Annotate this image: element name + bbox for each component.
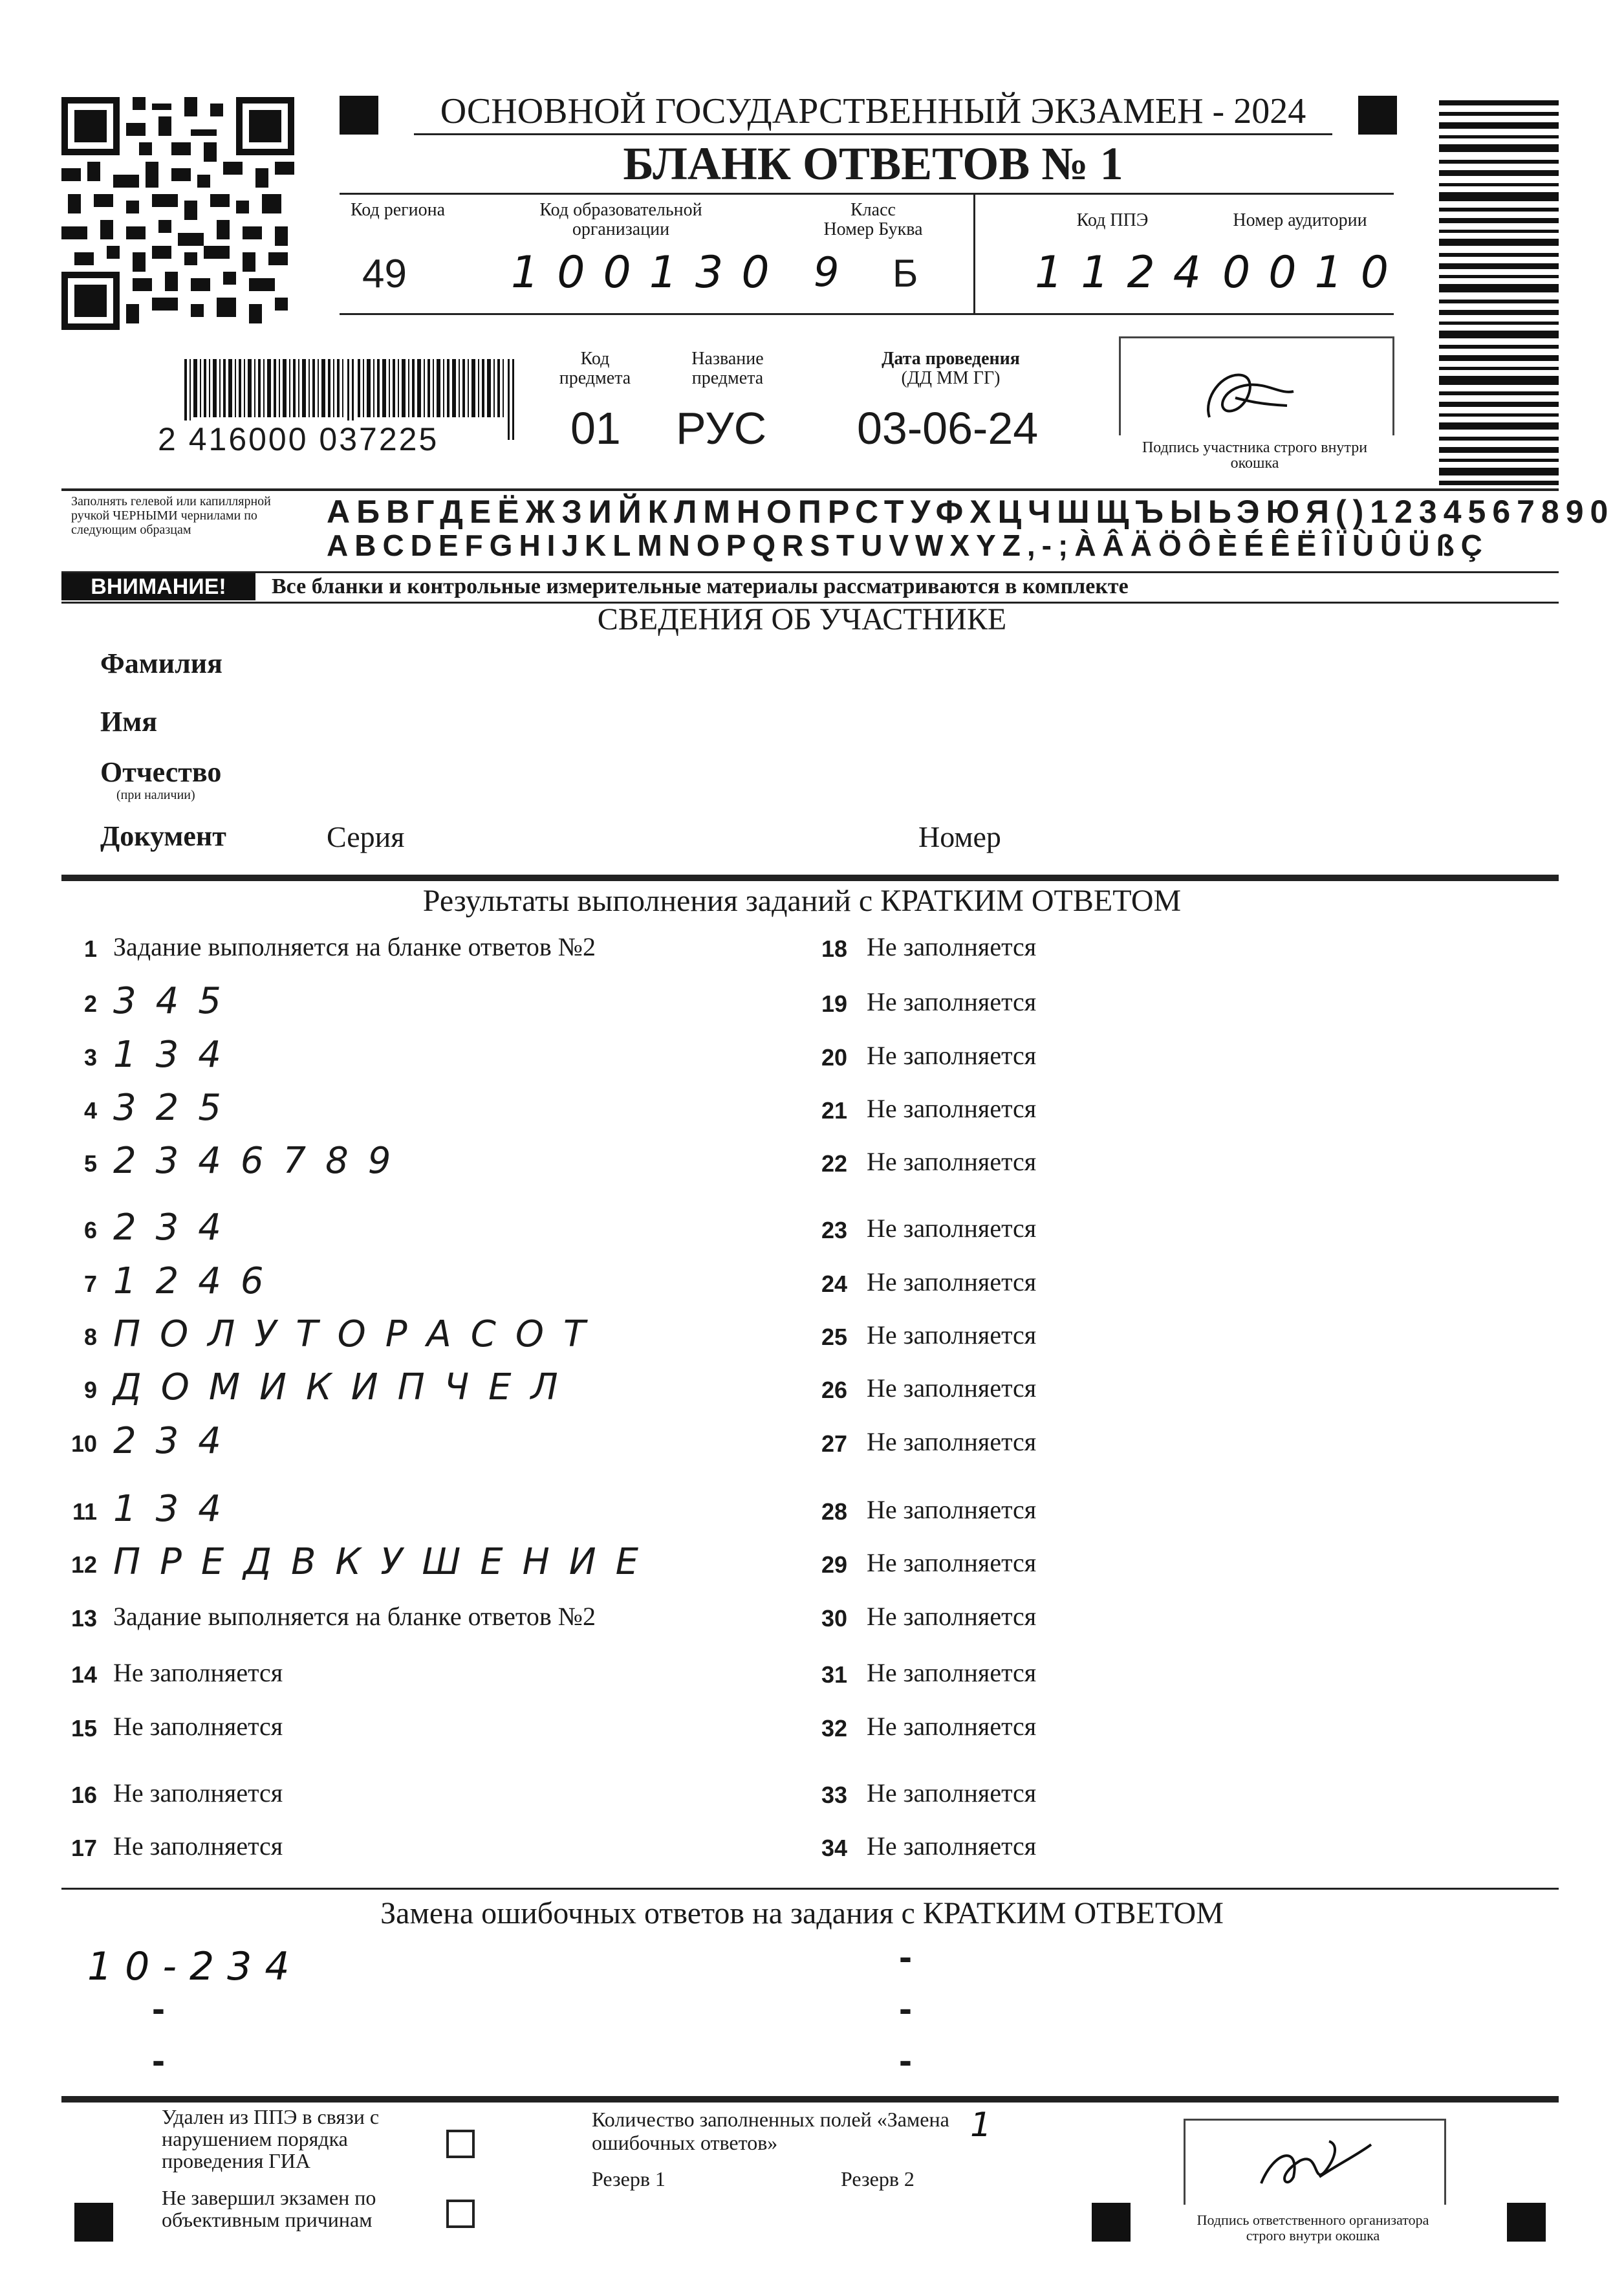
document-label: Документ [100,820,226,852]
exam-title: ОСНОВНОЙ ГОСУДАРСТВЕННЫЙ ЭКЗАМЕН - 2024 [414,91,1332,135]
task-number-8: 8 [83,1324,97,1350]
task-note-29: Не заполняется [867,1548,1037,1577]
task-note-14: Не заполняется [113,1658,283,1687]
replacement-dash-left-3: - [152,2038,165,2082]
replacement-dash-left-2: - [152,1987,165,2030]
task-note-24: Не заполняется [867,1267,1037,1296]
date-value: 03-06-24 [857,403,1039,453]
task-number-3: 3 [83,1044,97,1071]
task-number-13: 13 [70,1605,97,1632]
unfinished-label: Не завершил экзамен по объективным причинам [162,2186,376,2231]
task-number-18: 18 [821,935,847,962]
task-note-27: Не заполняется [867,1427,1037,1456]
date-label-text: Дата проведения [882,349,1020,369]
task-note-13: Задание выполняется на бланке ответов №2 [113,1602,596,1631]
region-value: 49 [362,252,407,296]
sample-top-rule [61,488,1559,491]
task-note-23: Не заполняется [867,1214,1037,1243]
replacement-entry-1: 10-234 [87,1944,303,1989]
surname-label: Фамилия [100,648,222,679]
task-number-27: 27 [821,1430,847,1457]
patronymic-label: Отчество [100,756,222,788]
sample-row-cyrillic: АБВГДЕЁЖЗИЙКЛМНОПРСТУФХЦЧШЩЪЫЬЭЮЯ()1234567890 [327,494,1615,530]
room-value: 0010 [1222,247,1407,298]
task-note-26: Не заполняется [867,1373,1037,1403]
replacement-dash-right-3: - [899,2038,912,2082]
task-number-28: 28 [821,1498,847,1525]
task-answer-5: 2346789 [113,1140,411,1182]
class-label [802,201,944,239]
task-answer-3: 134 [113,1034,241,1076]
participant-signature-caption: Подпись участника строго внутри окошка [1142,439,1368,472]
task-answer-8: ПОЛУТОРАСОТ [113,1313,605,1355]
task-answer-11: 134 [113,1488,241,1530]
organizer-signature-caption: Подпись ответственного организатора строго внутри окошка [1196,2212,1429,2244]
task-number-21: 21 [821,1097,847,1124]
task-note-22: Не заполняется [867,1147,1037,1176]
task-answer-12: ПРЕДВКУШЕНИЕ [113,1541,658,1583]
task-number-25: 25 [821,1324,847,1350]
class-letter: Б [893,252,918,295]
class-label-text: Класс [850,200,896,220]
sample-instruction: Заполнять гелевой или капиллярной ручкой ЧЕРНЫМИ чернилами по следующим образцам [71,494,271,537]
task-note-32: Не заполняется [867,1712,1037,1741]
task-number-33: 33 [821,1782,847,1808]
warning-text: Все бланки и контрольные измерительные материалы рассматриваются в комплекте [272,574,1129,598]
task-number-15: 15 [70,1715,97,1742]
task-number-30: 30 [821,1605,847,1632]
replacement-dash-right-2: - [899,1987,912,2030]
task-number-29: 29 [821,1551,847,1578]
corner-marker-bottom-right [1507,2203,1546,2242]
participant-signature [1196,359,1300,430]
participant-section-title: СВЕДЕНИЯ ОБ УЧАСТНИКЕ [597,602,1007,637]
task-note-28: Не заполняется [867,1495,1037,1524]
task-number-2: 2 [83,990,97,1017]
code-box-top [340,193,1394,195]
corner-marker-bottom-mid [1092,2203,1131,2242]
task-note-33: Не заполняется [867,1778,1037,1808]
task-note-25: Не заполняется [867,1320,1037,1349]
task-number-17: 17 [70,1835,97,1861]
reserve-2-label: Резерв 2 [841,2167,915,2190]
task-number-11: 11 [72,1498,97,1525]
patronymic-note: (при наличии) [116,788,195,802]
task-number-16: 16 [70,1782,97,1808]
task-number-5: 5 [83,1150,97,1177]
replacement-section-title: Замена ошибочных ответов на задания с КРАТКИМ ОТВЕТОМ [380,1896,1224,1930]
ppe-label: Код ППЭ [1076,210,1149,230]
corner-marker-top-left [340,96,378,135]
task-note-34: Не заполняется [867,1831,1037,1861]
name-label: Имя [100,706,157,737]
org-label: Код образовательной организации [539,200,702,239]
task-note-21: Не заполняется [867,1094,1037,1123]
subject-name-value: РУС [676,403,767,453]
task-number-6: 6 [83,1217,97,1243]
task-number-20: 20 [821,1044,847,1071]
task-number-24: 24 [821,1271,847,1297]
task-number-9: 9 [83,1377,97,1403]
replacement-dash-right-1: - [899,1935,912,1978]
organizer-signature [1248,2125,1378,2196]
task-number-7: 7 [83,1271,97,1297]
org-value: 100130 [511,247,788,298]
region-label: Код региона [350,200,446,220]
class-sublabel-text: Номер Буква [823,219,923,239]
subject-code-value: 01 [570,403,621,453]
task-note-1: Задание выполняется на бланке ответов №2 [113,932,596,961]
code-box-bottom [340,313,1394,315]
task-number-1: 1 [83,935,97,962]
task-answer-6: 234 [113,1207,241,1249]
room-label: Номер аудитории [1233,210,1367,230]
replacement-count-value: 1 [970,2106,1010,2145]
task-answer-4: 325 [113,1087,241,1129]
class-number: 9 [814,248,858,296]
ppe-value: 1124 [1035,247,1220,298]
task-note-18: Не заполняется [867,932,1037,961]
warning-badge: ВНИМАНИЕ! [61,573,255,600]
task-note-16: Не заполняется [113,1778,283,1808]
task-number-4: 4 [83,1097,97,1124]
task-number-31: 31 [821,1661,847,1688]
corner-marker-top-right [1358,96,1397,135]
task-note-17: Не заполняется [113,1831,283,1861]
task-answer-10: 234 [113,1420,241,1462]
task-note-19: Не заполняется [867,987,1037,1016]
barcode-number: 2 416000 037225 [155,421,441,458]
task-number-34: 34 [821,1835,847,1861]
replacement-top-rule [61,1888,1559,1890]
task-number-14: 14 [70,1661,97,1688]
reserve-1-label: Резерв 1 [592,2167,666,2190]
task-answer-2: 345 [113,980,241,1022]
task-number-23: 23 [821,1217,847,1243]
task-number-10: 10 [70,1430,97,1457]
task-number-12: 12 [70,1551,97,1578]
footer-top-rule [61,2096,1559,2103]
task-number-32: 32 [821,1715,847,1742]
corner-marker-bottom-left [74,2203,113,2242]
sample-row-latin: ABCDEFGHIJKLMNOPQRSTUVWXYZ,-;ÀÂÄÖÔÈÉÊËÎÏÙÛÜßÇ [327,529,1489,562]
series-label: Серия [327,820,405,853]
code-box-divider [973,193,975,314]
side-barcode [1439,100,1559,485]
results-top-rule [61,875,1559,881]
task-note-20: Не заполняется [867,1041,1037,1070]
date-format-text: (ДД ММ ГГ) [901,368,1001,388]
unfinished-checkbox[interactable] [446,2200,475,2228]
subject-name-label: Название предмета [691,349,764,388]
results-section-title: Результаты выполнения заданий с КРАТКИМ ОТВЕТОМ [422,884,1182,918]
task-answer-9: ДОМИКИПЧЕЛ [113,1366,578,1408]
replacement-count-label: Количество заполненных полей «Замена ошибочных ответов» [592,2108,949,2154]
removed-label: Удален из ППЭ в связи с нарушением порядка проведения ГИА [162,2105,380,2172]
number-label: Номер [918,820,1001,853]
qr-code [61,97,294,330]
task-number-22: 22 [821,1150,847,1177]
task-note-15: Не заполняется [113,1712,283,1741]
removed-checkbox[interactable] [446,2130,475,2158]
task-note-30: Не заполняется [867,1602,1037,1631]
subject-code-label: Код предмета [559,349,631,388]
task-number-19: 19 [821,990,847,1017]
task-note-31: Не заполняется [867,1658,1037,1687]
task-answer-7: 1246 [113,1260,283,1302]
date-label [847,349,1054,388]
task-number-26: 26 [821,1377,847,1403]
form-title: БЛАНК ОТВЕТОВ № 1 [623,138,1123,190]
